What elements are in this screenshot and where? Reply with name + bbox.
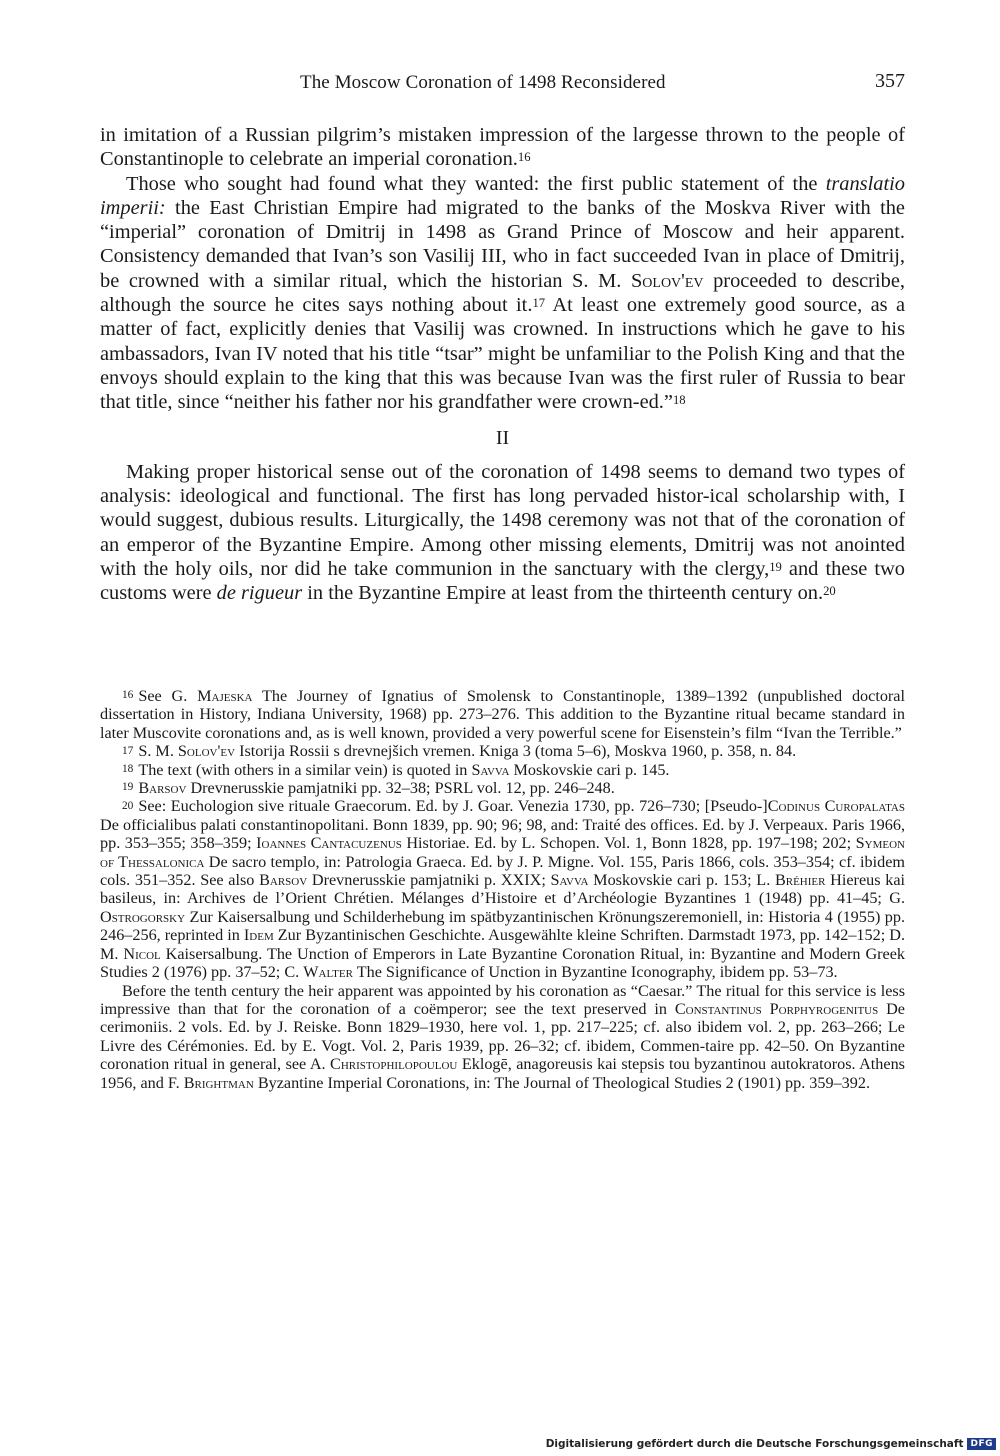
- text-run: At least one extremely good source, as a matter of fact, explicitly denies that Vasilij was crowned. In instructions which he gave to his ambassadors, Ivan IV noted that his title “tsar” might be unfamiliar to the Polish King and that the envoys should explain to the king that this was because Ivan was the first ruler of Russia to bear that title, since “neither his father nor his grandfather were crown-ed.”: [100, 294, 905, 414]
- text-run: Eklogē, anagoreusis kai stepsis tou byzantinou autokratoros. Athens 1956, and F.: [100, 1055, 905, 1092]
- text-run: De cerimoniis. 2 vols. Ed. by J. Reiske. Bonn 1829–1930, here vol. 1, pp. 217–225; cf. also ibidem vol. 2, pp. 263–266; Le Livre des Cérémonies. Ed. by E. Vogt. Vol. 2, Paris 1939, pp. 26–32; cf. ibidem, Commen-taire pp. 42–50. On Byzantine coronation ritual in general, see A.: [100, 999, 905, 1074]
- author-name: Bréhier: [774, 871, 826, 890]
- author-name: Savva: [550, 871, 589, 890]
- text-run: Byzantine Imperial Coronations, in: The Journal of Theological Studies 2 (1901) pp. 359–392.: [253, 1073, 870, 1092]
- author-name: Christophilopoulou: [330, 1055, 458, 1074]
- text-run: S. M.: [138, 742, 178, 761]
- footnote-ref: 20: [823, 584, 836, 599]
- text-run: Before the tenth century the heir apparent was appointed by his coronation as “Caesar.” The ritual for this service is less impressive than that for the coronation of a coëmperor; see the text preserved in: [100, 981, 905, 1018]
- text-run: and these two customs were: [100, 558, 905, 605]
- text-run: in imitation of a Russian pilgrim’s mistaken impression of the largesse thrown to the people of Constantinople to celebrate an imperial coronation.: [100, 124, 905, 171]
- text-run: Istorija Rossii s drevnejšich vremen. Kniga 3 (toma 5–6), Moskva 1960, p. 358, n. 84.: [235, 742, 797, 761]
- footnote-number: 20: [122, 799, 134, 812]
- italic-term: de rigueur: [216, 582, 303, 605]
- page-number: 357: [875, 70, 905, 92]
- text-run: Those who sought had found what they wanted: the first public statement of the: [126, 172, 826, 195]
- paragraph: [100, 460, 905, 606]
- author-name: Idem: [243, 926, 274, 945]
- text-run: De officialibus palati constantinopolitani. Bonn 1839, pp. 90; 96; 98, and: Traité des offices. Ed. by J. Verpeaux. Paris 1966, pp. 353–355; 358–359;: [100, 815, 905, 853]
- author-name: Constantinus Porphyrogenitus: [674, 999, 879, 1018]
- author-name: Ioannes Cantacuzenus: [256, 834, 402, 853]
- text-run: Historiae. Ed. by L. Schopen. Vol. 1, Bonn 1828, pp. 197–198; 202;: [401, 834, 856, 853]
- author-name: Symeon of Thessalonica: [100, 834, 905, 871]
- text-run: Moskovskie cari p. 153; L.: [588, 871, 775, 890]
- author-name: Barsov: [259, 871, 308, 890]
- footnote-20-continued: [100, 982, 905, 1092]
- section-heading: II: [495, 426, 510, 449]
- author-name: Savva: [471, 760, 510, 779]
- paragraph-continued: [100, 123, 905, 172]
- author-name: Barsov: [138, 779, 187, 798]
- footnotes: [100, 687, 905, 1092]
- digitization-watermark: [546, 1436, 996, 1452]
- footnote-number: 16: [122, 689, 134, 702]
- author-name: Ostrogorsky: [100, 907, 186, 926]
- text-run: Drevnerusskie pamjatniki p. XXIX;: [307, 871, 551, 890]
- text-run: Hiereus kai basileus, in: Archives de l’Orient Chrétien. Mélanges d’Histoire et d’Archéologie Byzantines 1 (1948) pp. 41–45; G.: [100, 871, 906, 908]
- italic-term: translatio imperii:: [100, 172, 905, 219]
- text-run: See: Euchologion sive rituale Graecorum. Ed. by J. Goar. Venezia 1730, pp. 726–730; [Pseudo-]: [138, 797, 768, 816]
- running-title: The Moscow Coronation of 1498 Reconsidered: [300, 72, 666, 93]
- text-run: De sacro templo, in: Patrologia Graeca. Ed. by J. P. Migne. Vol. 155, Paris 1866, cols. 353–354; cf. ibidem cols. 351–352. See also: [100, 852, 905, 890]
- footnote-17: [100, 742, 905, 760]
- author-name: Walter: [303, 963, 353, 982]
- footnote-number: 19: [122, 781, 134, 794]
- author-name: Codinus Curopalatas: [767, 797, 905, 816]
- text-run: Kaisersalbung. The Unction of Emperors in Late Byzantine Coronation Ritual, in: Byzantine and Modern Greek Studies 2 (1976) pp. 37–52; C.: [100, 944, 905, 982]
- footnote-ref: 17: [532, 296, 546, 311]
- watermark-text: Digitalisierung gefördert durch die Deutsche Forschungsgemeinschaft: [545, 1438, 964, 1450]
- footnote-20: [100, 797, 905, 981]
- author-name: Majeska: [197, 687, 253, 705]
- paragraph: [100, 172, 905, 415]
- footnote-19: [100, 779, 905, 797]
- footnote-number: 18: [122, 763, 134, 776]
- author-name: Solov'ev: [177, 742, 236, 761]
- text-run: The text (with others in a similar vein) is quoted in: [138, 760, 472, 779]
- text-run: in the Byzantine Empire at least from the thirteenth century on.: [302, 582, 824, 605]
- main-text: [100, 123, 905, 606]
- author-name: Nicol: [123, 944, 161, 963]
- footnote-ref: 19: [769, 560, 782, 575]
- text-run: Moskovskie cari p. 145.: [509, 760, 670, 779]
- author-name: Solov'ev: [630, 269, 704, 292]
- footnote-number: 17: [122, 744, 134, 757]
- text-run: See G.: [138, 687, 198, 705]
- text-run: Making proper historical sense out of the coronation of 1498 seems to demand two types of analysis: ideological and functional. The first has long pervaded histor-ical scholarship with, I would suggest, dubious results. Liturgically, the 1498 ceremony was not that of the coronation of an emperor of the Byzantine Empire. Among other missing elements, Dmitrij was not anointed with the holy oils, nor did he take communion in the sanctuary with the clergy,: [100, 460, 905, 581]
- text-run: Drevnerusskie pamjatniki pp. 32–38; PSRL vol. 12, pp. 246–248.: [186, 779, 615, 798]
- text-run: Zur Byzantinischen Geschichte. Ausgewählte kleine Schriften. Darmstadt 1973, pp. 142–152; D. M.: [100, 926, 905, 963]
- footnote-ref: 16: [517, 150, 531, 165]
- dfg-logo: DFG: [967, 1438, 996, 1450]
- text-run: The Significance of Unction in Byzantine Iconography, ibidem pp. 53–73.: [352, 963, 838, 982]
- text-run: Zur Kaisersalbung und Schilderhebung im spätbyzantinischen Krönungszeremoniell, in: Historia 4 (1955) pp. 246–256, reprinted in: [100, 907, 905, 945]
- footnote-16: [100, 687, 905, 742]
- footnote-18: [100, 761, 905, 779]
- footnote-ref: 18: [672, 393, 686, 408]
- text-run: proceeded to describe, although the source he cites says nothing about it.: [100, 269, 905, 317]
- author-name: Brightman: [183, 1073, 254, 1092]
- running-header: [100, 70, 905, 102]
- text-run: The Journey of Ignatius of Smolensk to Constantinople, 1389–1392 (unpublished doctoral dissertation in History, Indiana University, 1968) pp. 273–276. This addition to the Byzantine ritual became standard in later Muscovite coronations and, as is well known, provided a very powerful scene for Eisenstein’s film “Ivan the Terrible.”: [100, 687, 905, 742]
- text-run: the East Christian Empire had migrated to the banks of the Moskva River with the “imperial” coronation of Dmitrij in 1498 as Grand Prince of Moscow and heir apparent. Consistency demanded that Ivan’s son Vasilij III, who in fact succeeded Ivan in place of Dmitrij, be crowned with a similar ritual, which the historian S. M.: [100, 196, 905, 292]
